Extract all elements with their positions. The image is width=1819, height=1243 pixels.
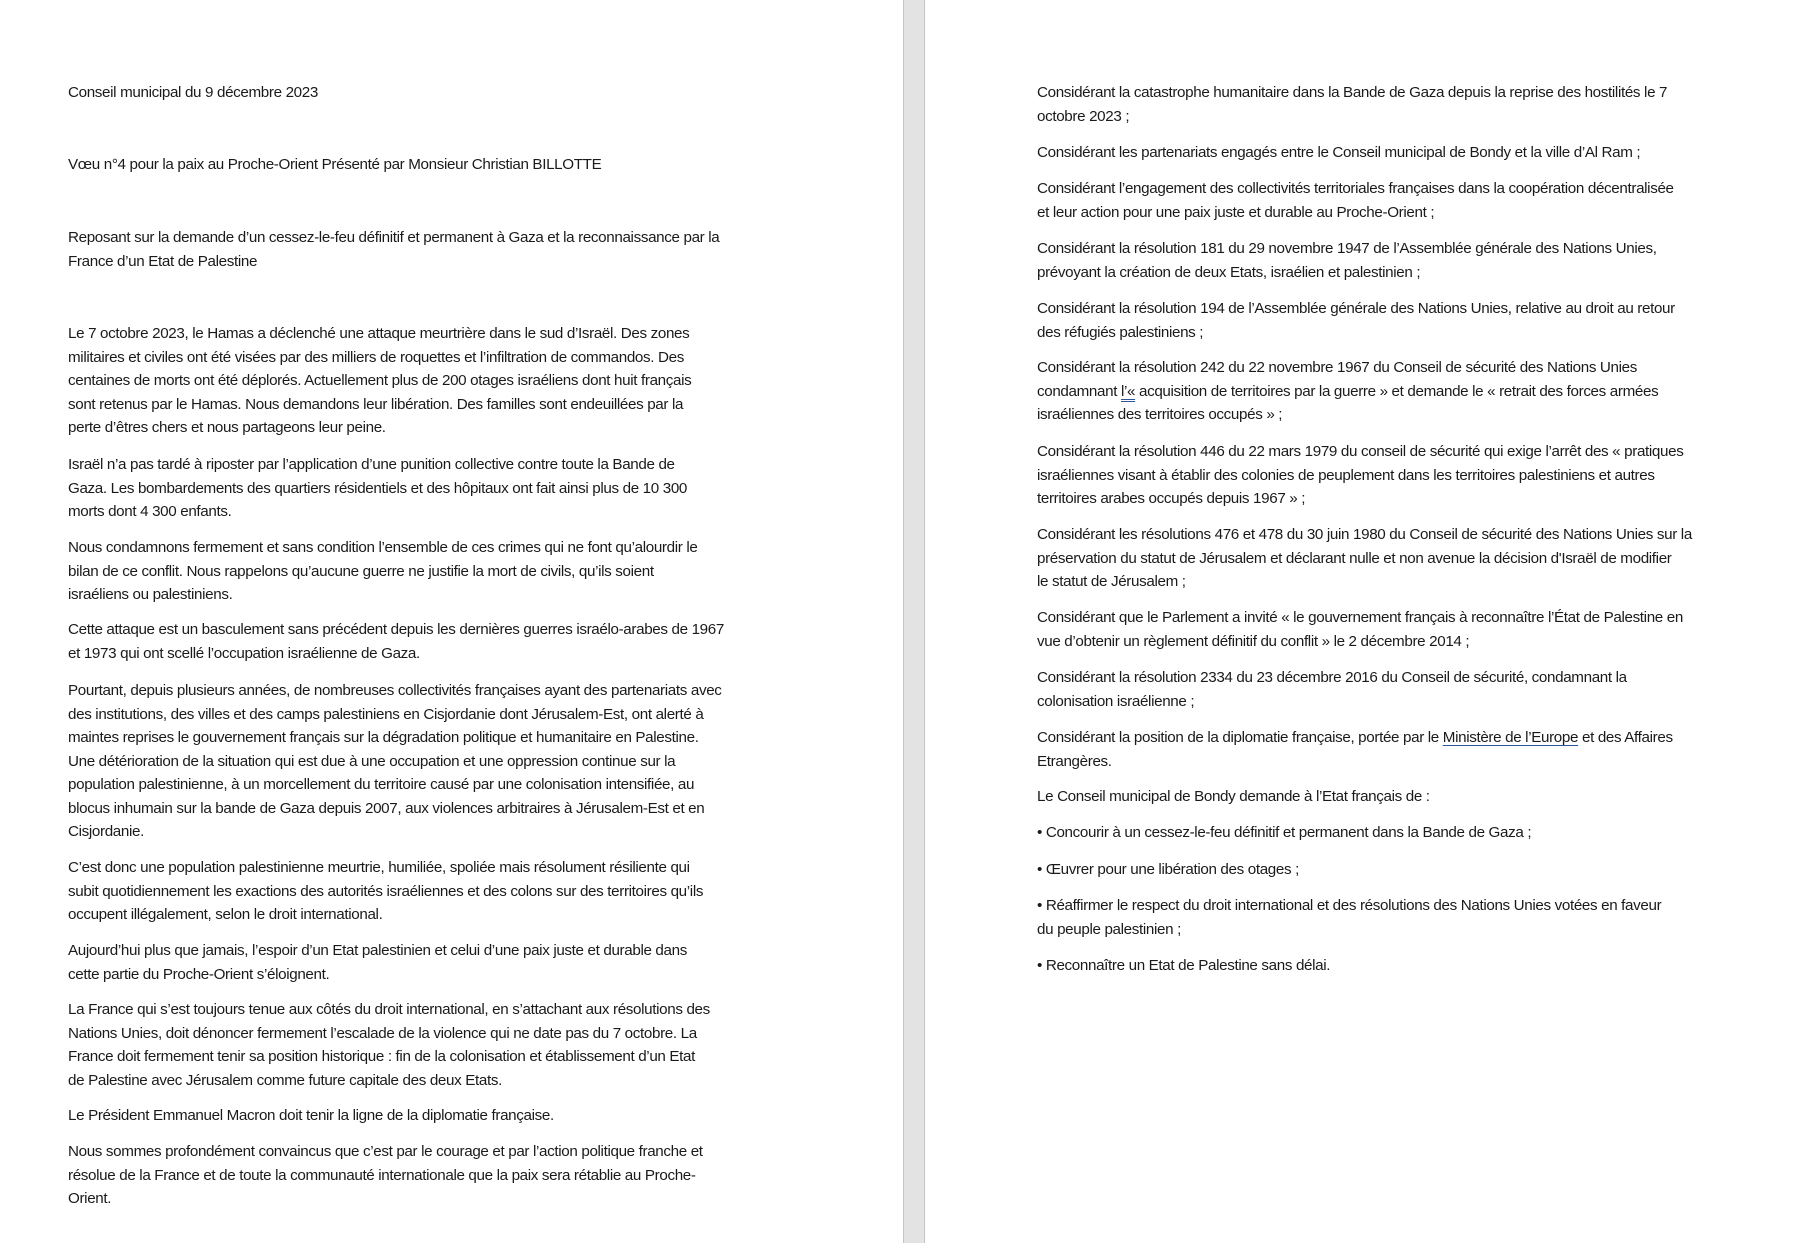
considerant-parlement: Considérant que le Parlement a invité « le gouvernement français à reconnaître l’État de Palestine en vue d’obtenir un règlement définitif du conflit » le 2 décembre 2014 ; bbox=[1037, 609, 1683, 650]
considerant-cooperation: Considérant l’engagement des collectivités territoriales françaises dans la coopération décentralisée et leur action pour une paix juste et durable au Proche-Orient ; bbox=[1037, 180, 1674, 221]
paragraph-basculement: Cette attaque est un basculement sans précédent depuis les dernières guerres israélo-arabes de 1967 et 1973 qui ont scellé l’occupation israélienne de Gaza. bbox=[68, 621, 724, 662]
paragraph-conviction: Nous sommes profondément convaincus que c’est par le courage et par l’action politique franche et résolue de la France et de toute la communauté internationale que la paix sera rétablie au Proche- Orient. bbox=[68, 1143, 703, 1207]
request-item-international-law: • Réaffirmer le respect du droit international et des résolutions des Nations Unies votées en faveur du peuple palestinien ; bbox=[1037, 897, 1662, 938]
considerant-humanitarian: Considérant la catastrophe humanitaire dans la Bande de Gaza depuis la reprise des hostilités le 7 octobre 2023 ; bbox=[1037, 84, 1668, 125]
document-page-right bbox=[925, 0, 1819, 1243]
request-item-hostages: • Œuvrer pour une libération des otages ; bbox=[1037, 861, 1299, 878]
considerant-resolution-181: Considérant la résolution 181 du 29 novembre 1947 de l’Assemblée générale des Nations Unies, prévoyant la création de deux Etats, israélien et palestinien ; bbox=[1037, 240, 1657, 281]
request-intro: Le Conseil municipal de Bondy demande à l’Etat français de : bbox=[1037, 788, 1430, 805]
meeting-date-line: Conseil municipal du 9 décembre 2023 bbox=[68, 84, 318, 101]
document-page-left bbox=[0, 0, 903, 1243]
considerant-resolution-242: Considérant la résolution 242 du 22 novembre 1967 du Conseil de sécurité des Nations Unies condamnant l’« acquisition de territoires par la guerre » et demande le « retrait des forces armées israéliennes des territoires occupés » ; bbox=[1037, 359, 1659, 423]
considerant-resolution-194: Considérant la résolution 194 de l’Assemblée générale des Nations Unies, relative au droit au retour des réfugiés palestiniens ; bbox=[1037, 300, 1675, 341]
paragraph-attack: Le 7 octobre 2023, le Hamas a déclenché une attaque meurtrière dans le sud d’Israël. Des zones militaires et civiles ont été visées par des milliers de roquettes et l’infiltration de commandos. Des centaines de morts ont été déplorés. Actuellement plus de 200 otages israéliens dont huit français sont retenus par le Hamas. Nous demandons leur libération. Des familles sont endeuillées par la perte d’êtres chers et nous partageons leur peine. bbox=[68, 325, 692, 436]
paragraph-condemnation: Nous condamnons fermement et sans condition l’ensemble de ces crimes qui ne font qu’alourdir le bilan de ce conflit. Nous rappelons qu’aucune guerre ne justifie la mort de civils, qu’ils soient israéliens ou palestiniens. bbox=[68, 539, 698, 603]
motion-subtitle: Reposant sur la demande d’un cessez-le-feu définitif et permanent à Gaza et la reconnaissance par la France d’un Etat de Palestine bbox=[68, 229, 720, 270]
considerant-partnerships: Considérant les partenariats engagés entre le Conseil municipal de Bondy et la ville d’Al Ram ; bbox=[1037, 144, 1641, 161]
motion-title: Vœu n°4 pour la paix au Proche-Orient Présenté par Monsieur Christian BILLOTTE bbox=[68, 156, 602, 173]
page-gutter bbox=[903, 0, 925, 1243]
request-item-recognition: • Reconnaître un Etat de Palestine sans délai. bbox=[1037, 957, 1331, 974]
paragraph-president: Le Président Emmanuel Macron doit tenir la ligne de la diplomatie française. bbox=[68, 1107, 554, 1124]
considerant-resolutions-476-478: Considérant les résolutions 476 et 478 du 30 juin 1980 du Conseil de sécurité des Nations Unies sur la préservation du statut de Jérusalem et déclarant nulle et non avenue la décision d'Israël de modifier le statut de Jérusalem ; bbox=[1037, 526, 1692, 590]
paragraph-population: C’est donc une population palestinienne meurtrie, humiliée, spoliée mais résolument résiliente qui subit quotidiennement les exactions des autorités israéliennes et des colons sur des territoires qu’ils occupent illégalement, selon le droit international. bbox=[68, 859, 704, 923]
spellcheck-flag[interactable]: l’« bbox=[1120, 382, 1136, 400]
paragraph-collectivites: Pourtant, depuis plusieurs années, de nombreuses collectivités françaises ayant des partenariats avec des institutions, des villes et des camps palestiniens en Cisjordanie dont Jérusalem-Est, ont alerté à maintes reprises le gouvernement français sur la dégradation politique et humanitaire en Palestine. Une détérioration de la situation qui est due à une occupation et une oppression continue sur la population palestinienne, à un morcellement du territoire causé par une colonisation intensifiée, au blocus inhumain sur la bande de Gaza depuis 2007, aux violences arbitraires à Jérusalem-Est et en Cisjordanie. bbox=[68, 682, 722, 840]
request-item-ceasefire: • Concourir à un cessez-le-feu définitif et permanent dans la Bande de Gaza ; bbox=[1037, 824, 1532, 841]
considerant-diplomacy: Considérant la position de la diplomatie française, portée par le Ministère de l’Europe et des Affaires Etrangères. bbox=[1037, 729, 1673, 770]
paragraph-france: La France qui s’est toujours tenue aux côtés du droit international, en s’attachant aux résolutions des Nations Unies, doit dénoncer fermement l’escalade de la violence qui ne date pas du 7 octobre. La France doit fermement tenir sa position historique : fin de la colonisation et établissement d’un Etat de Palestine avec Jérusalem comme future capitale des deux Etats. bbox=[68, 1001, 710, 1089]
paragraph-riposte: Israël n’a pas tardé à riposter par l’application d’une punition collective contre toute la Bande de Gaza. Les bombardements des quartiers résidentiels et des hôpitaux ont fait ainsi plus de 10 300 morts dont 4 300 enfants. bbox=[68, 456, 688, 520]
considerant-resolution-446: Considérant la résolution 446 du 22 mars 1979 du conseil de sécurité qui exige l’arrêt des « pratiques israéliennes visant à établir des colonies de peuplement dans les territoires palestiniens et autres territoires arabes occupés depuis 1967 » ; bbox=[1037, 443, 1684, 507]
paragraph-espoir: Aujourd’hui plus que jamais, l’espoir d’un Etat palestinien et celui d’une paix juste et durable dans cette partie du Proche-Orient s’éloignent. bbox=[68, 942, 687, 983]
ministry-link[interactable]: Ministère de l’Europe bbox=[1442, 729, 1579, 746]
considerant-resolution-2334: Considérant la résolution 2334 du 23 décembre 2016 du Conseil de sécurité, condamnant la colonisation israélienne ; bbox=[1037, 669, 1627, 710]
